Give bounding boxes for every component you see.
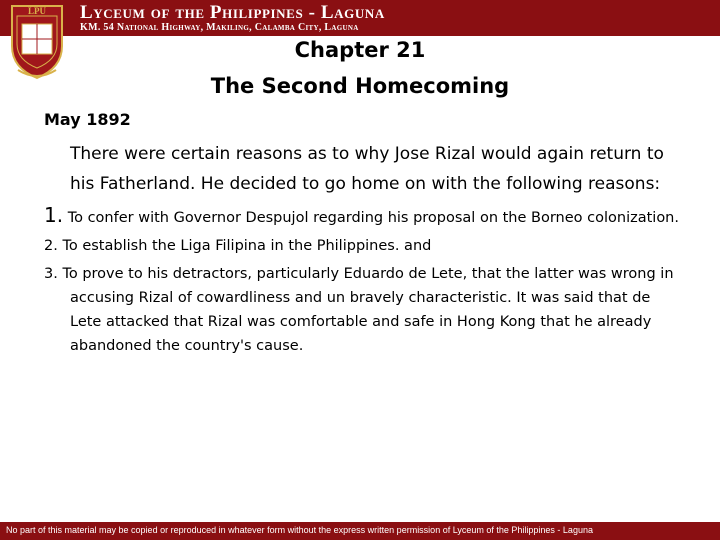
reason-item (44, 203, 684, 230)
slide-content (44, 110, 684, 362)
chapter-title: Chapter 21 (294, 38, 426, 62)
intro-paragraph: There were certain reasons as to why Jose Rizal would again return to his Fatherland. He decided to go home on with the following reasons: (70, 144, 664, 194)
footer-banner (0, 522, 720, 540)
reason-item (44, 262, 684, 358)
institution-address: KM. 54 National Highway, Makiling, Calamba City, Laguna (80, 22, 359, 33)
date-heading: May 1892 (44, 110, 131, 129)
reason-number: 1. (44, 203, 64, 227)
copyright-notice: No part of this material may be copied or reproduced in whatever form without the express written permission of Lyceum of the Philippines - Laguna (6, 525, 593, 535)
reason-text: To confer with Governor Despujol regarding his proposal on the Borneo colonization. (67, 210, 679, 226)
reason-text: To prove to his detractors, particularly Eduardo de Lete, that the latter was wrong in accusing Rizal of cowardliness and un bravely characteristic. It was said that de Lete attacked that Rizal was comfortable and safe in Hong Kong that he already abandoned the country's cause. (62, 266, 674, 354)
header-banner (0, 0, 720, 36)
chapter-subtitle: The Second Homecoming (210, 74, 510, 98)
reason-number: 3. (44, 266, 58, 282)
reason-item (44, 234, 684, 258)
institution-name: Lyceum of the Philippines - Laguna (80, 2, 385, 23)
reason-number: 2. (44, 238, 58, 254)
logo-text: LPU (28, 6, 46, 16)
reason-text: To establish the Liga Filipina in the Philippines. and (62, 238, 432, 254)
